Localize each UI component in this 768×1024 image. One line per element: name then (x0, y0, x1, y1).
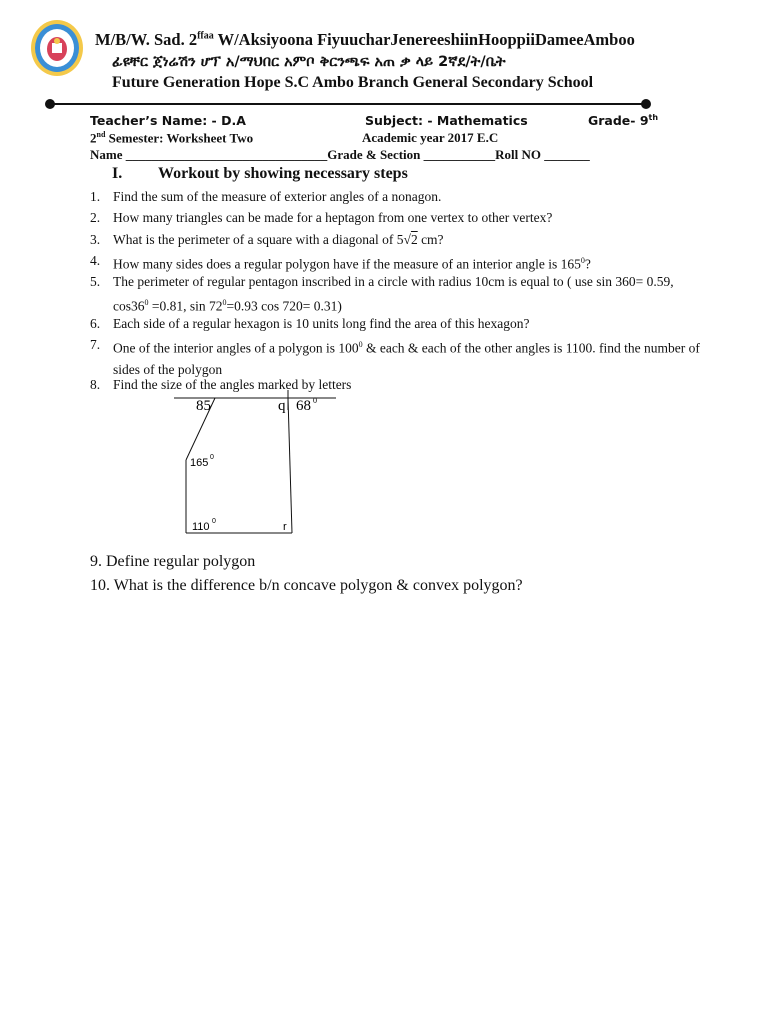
question-8: 8. Find the size of the angles marked by letters (90, 377, 352, 392)
school-logo-icon (30, 19, 84, 77)
question-9: 9. Define regular polygon (90, 553, 256, 570)
academic-year: Academic year 2017 E.C (362, 130, 499, 145)
teacher-name: Teacher’s Name: - D.A (90, 113, 246, 128)
header-divider (50, 103, 646, 105)
header-line-1: M/B/W. Sad. $2^{ffaa}$ W/Aksiyoona FiyuucharJenereeshiinHooppiiDameeAmboo (95, 30, 635, 49)
subject: Subject: - Mathematics (365, 113, 528, 128)
angle-68-degree: 0 (313, 396, 317, 405)
section-heading: I. Workout by showing necessary steps (112, 165, 408, 182)
semester: 2nd Semester: Worksheet Two (90, 130, 254, 146)
grade: Grade- 9th (588, 113, 659, 129)
student-info-line: Name _______________________________Grade & Section ___________Roll NO _______ (90, 147, 590, 162)
angle-85-label: 85 (196, 398, 211, 414)
question-4: 4. How many sides does a regular polygon have if the measure of an interior angle is $165^0$? (90, 253, 591, 272)
angle-165-label: 165 (190, 457, 209, 469)
polygon-figure (170, 388, 340, 538)
question-7: 7. One of the interior angles of a polygon is $100^0$ & each & each of the other angles is 1100. find the number of sides of the polygon (90, 337, 700, 377)
question-2: 2. How many triangles can be made for a heptagon from one vertex to other vertex? (90, 210, 553, 225)
question-5: 5. The perimeter of regular pentagon inscribed in a circle with radius 10cm is equal to ( use sin 360= 0.59, $\cos 36^0 =0.81$, $\sin 72^0=0.93$ cos 720= 0.31) (90, 274, 674, 314)
figure-right-edge (288, 398, 292, 533)
angle-r-label: r (283, 521, 287, 533)
angle-110-degree: 0 (212, 518, 216, 525)
question-1: 1. Find the sum of the measure of exterior angles of a nonagon. (90, 189, 442, 204)
question-6: 6. Each side of a regular hexagon is 10 units long find the area of this hexagon? (90, 316, 530, 331)
school-name: Future Generation Hope S.C Ambo Branch General Secondary School (112, 74, 594, 91)
rule-right-dot (641, 99, 651, 109)
header-line-2-amharic: ፊዩቸር ጀነሬሽን ሆፕ አ/ማህበር አምቦ ቅርንጫፍ አጠ ቃ ላይ 2ኛደ/ት/ቤት (112, 54, 506, 70)
question-10: 10. What is the difference b/n concave polygon & convex polygon? (90, 577, 523, 594)
angle-110-label: 110 (192, 521, 210, 533)
question-3: 3. What is the perimeter of a square with a diagonal of 5√2 cm? (90, 232, 444, 247)
angle-68-label: 68 (296, 398, 311, 414)
angle-q-label: q (278, 398, 286, 414)
angle-165-degree: 0 (210, 454, 214, 461)
